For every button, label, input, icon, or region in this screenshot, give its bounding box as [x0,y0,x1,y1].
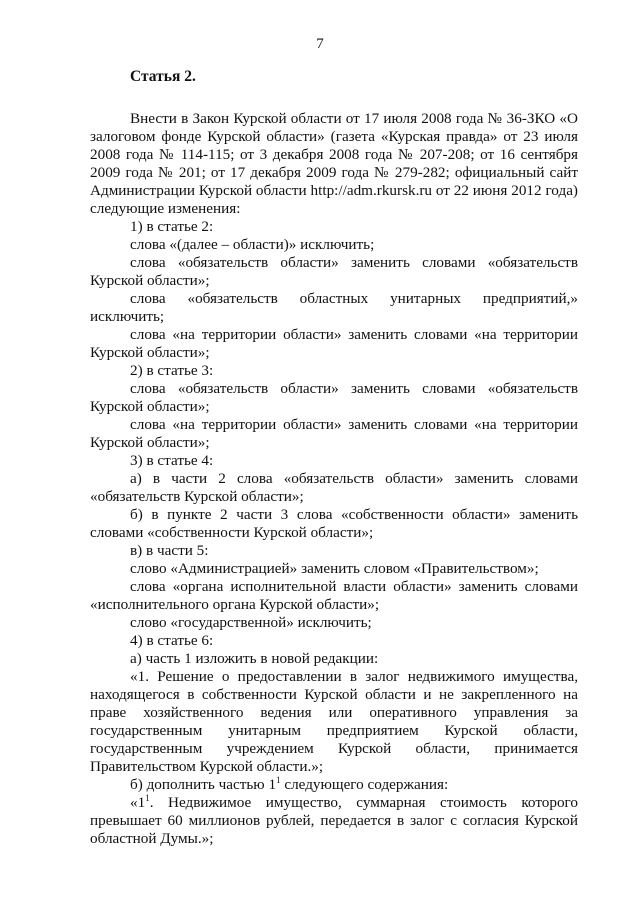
paragraph-item-2: 2) в статье 3: [130,362,214,379]
paragraph: слова «обязательств области» заменить словами «обязательств Курской области»; [90,380,578,415]
paragraph: слова «органа исполнительной власти области» заменить словами «исполнительного органа Курской области»; [90,578,578,613]
article-heading: Статья 2. [130,68,196,85]
paragraph: слова «обязательств области» заменить словами «обязательств Курской области»; [90,254,578,289]
text-run: б) дополнить частью 1 [130,776,277,793]
paragraph: слова «обязательств областных унитарных предприятий,» исключить; [90,290,578,325]
text-run: . Недвижимое имущество, суммарная стоимость которого превышает 60 миллионов рублей, передается в залог с согласия Курской областной Думы.»; [90,794,578,847]
paragraph-item-4: 4) в статье 6: [130,632,214,649]
paragraph: слова «на территории области» заменить словами «на территории Курской области»; [90,326,578,361]
superscript: 1 [276,774,281,785]
paragraph-item-1: 1) в статье 2: [130,218,214,235]
paragraph: слово «государственной» исключить; [130,614,372,631]
paragraph: слова «на территории области» заменить словами «на территории Курской области»; [90,416,578,451]
paragraph-quote-part-1-1 [90,794,578,848]
paragraph-item-b [90,776,578,794]
paragraph: а) в части 2 слова «обязательств области» заменить словами «обязательств Курской области»; [90,470,578,505]
paragraph: слова «(далее – области)» исключить; [130,236,375,253]
paragraph-quote-part-1: «1. Решение о предоставлении в залог недвижимого имущества, находящегося в собственности Курской области и не закрепленного на праве хозяйственного ведения или оперативного управления за государственным унитарным предприятием Курской области, государственным учреждением Курской области, принимается Правительством Курской области.»; [90,668,578,775]
paragraph: слово «Администрацией» заменить словом «Правительством»; [130,560,539,577]
article-body [90,110,578,848]
paragraph: б) в пункте 2 части 3 слова «собственности области» заменить словами «собственности Курской области»; [90,506,578,541]
superscript: 1 [145,792,150,803]
paragraph-item-3: 3) в статье 4: [130,452,214,469]
paragraph-intro: Внести в Закон Курской области от 17 июля 2008 года № 36-ЗКО «О залоговом фонде Курской области» (газета «Курская правда» от 23 июля 2008 года № 114-115; от 3 декабря 2008 года № 207-208; от 16 сентября 2009 года № 201; от 17 декабря 2009 года № 279-282; официальный сайт Администрации Курской области http://adm.rkursk.ru от 22 июня 2012 года) следующие изменения: [90,110,578,217]
paragraph: в) в части 5: [130,542,209,559]
text-run: следующего содержания: [280,776,449,793]
text-run: «1 [130,794,146,811]
page-number: 7 [316,36,324,52]
paragraph: а) часть 1 изложить в новой редакции: [130,650,379,667]
